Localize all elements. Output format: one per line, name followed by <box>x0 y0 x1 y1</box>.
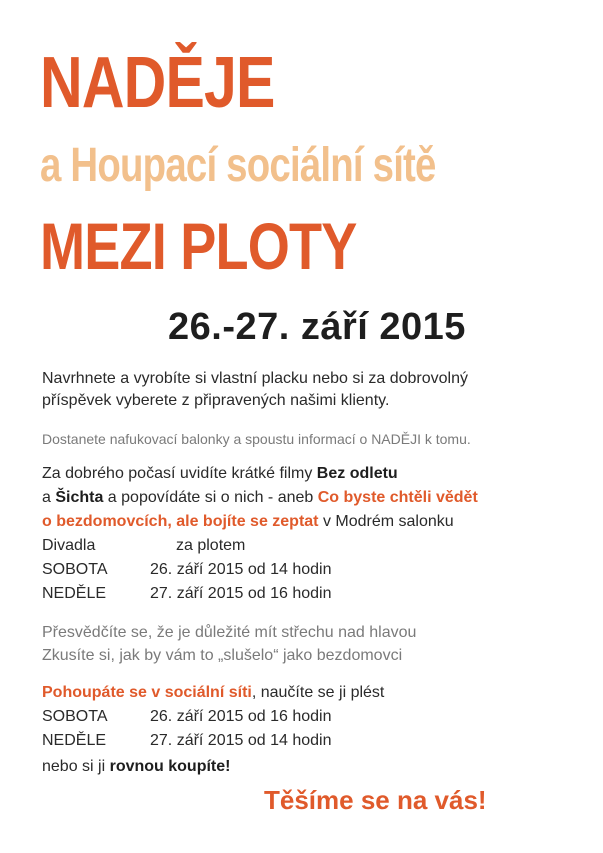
title-nadeje: NADĚJE <box>40 43 275 123</box>
nets-line1-text: , naučíte se ji plést <box>251 684 385 701</box>
roof-paragraph-line2: Zkusíte si, jak by vám to „slušelo“ jako bezdomovci <box>42 647 403 664</box>
schedule-day: SOBOTA <box>42 708 108 725</box>
closing-greeting: Těšíme se na vás! <box>264 785 487 815</box>
nets-last-line <box>42 756 230 778</box>
schedule-day: NEDĚLE <box>42 732 107 749</box>
films-line3 <box>42 511 454 533</box>
films-line1-text: Za dobrého počasí uvidíte krátké filmy <box>42 465 317 482</box>
schedule-row <box>42 732 332 750</box>
films-line3-highlight: o bezdomovcích, ale bojíte se zeptat <box>42 513 319 530</box>
films-line1 <box>42 463 398 485</box>
schedule-day: SOBOTA <box>42 561 108 578</box>
schedule-row <box>42 561 332 579</box>
divadla-label: Divadla <box>42 537 96 554</box>
nets-buy: rovnou koupíte! <box>109 758 231 775</box>
schedule-day: NEDĚLE <box>42 585 107 602</box>
divadla-value: za plotem <box>176 537 246 554</box>
badge-paragraph-line2: příspěvek vyberete z připravených našimi klienty. <box>42 392 390 409</box>
divadla-row <box>42 537 246 555</box>
schedule-time: 27. září 2015 od 14 hodin <box>150 732 332 749</box>
films-line2-mid: a popovídáte si o nich - aneb <box>103 489 318 506</box>
schedule-row <box>42 708 332 726</box>
title-houpaci-site: a Houpací sociální sítě <box>40 139 436 192</box>
schedule-time: 27. září 2015 od 16 hodin <box>150 585 332 602</box>
film-sichta: Šichta <box>55 489 104 506</box>
schedule-row <box>42 585 332 603</box>
nets-highlight: Pohoupáte se v sociální síti <box>42 684 252 701</box>
nets-line1 <box>42 682 384 704</box>
badge-paragraph-line1: Navrhnete a vyrobíte si vlastní placku nebo si za dobrovolný <box>42 370 469 387</box>
roof-paragraph-line1: Přesvědčíte se, že je důležité mít střechu nad hlavou <box>42 624 417 641</box>
nets-last-text: nebo si ji <box>42 758 110 775</box>
schedule-time: 26. září 2015 od 14 hodin <box>150 561 332 578</box>
event-date: 26.-27. září 2015 <box>168 306 466 348</box>
film-bez-odletu: Bez odletu <box>316 465 398 482</box>
schedule-time: 26. září 2015 od 16 hodin <box>150 708 332 725</box>
films-line2-pre: a <box>42 489 56 506</box>
title-mezi-ploty: MEZI PLOTY <box>40 209 357 283</box>
films-line2-highlight: Co byste chtěli vědět <box>317 489 478 506</box>
films-line3-text: v Modrém salonku <box>318 513 454 530</box>
balloons-paragraph: Dostanete nafukovací balonky a spoustu informací o NADĚJI k tomu. <box>42 431 471 447</box>
films-line2 <box>42 487 478 509</box>
